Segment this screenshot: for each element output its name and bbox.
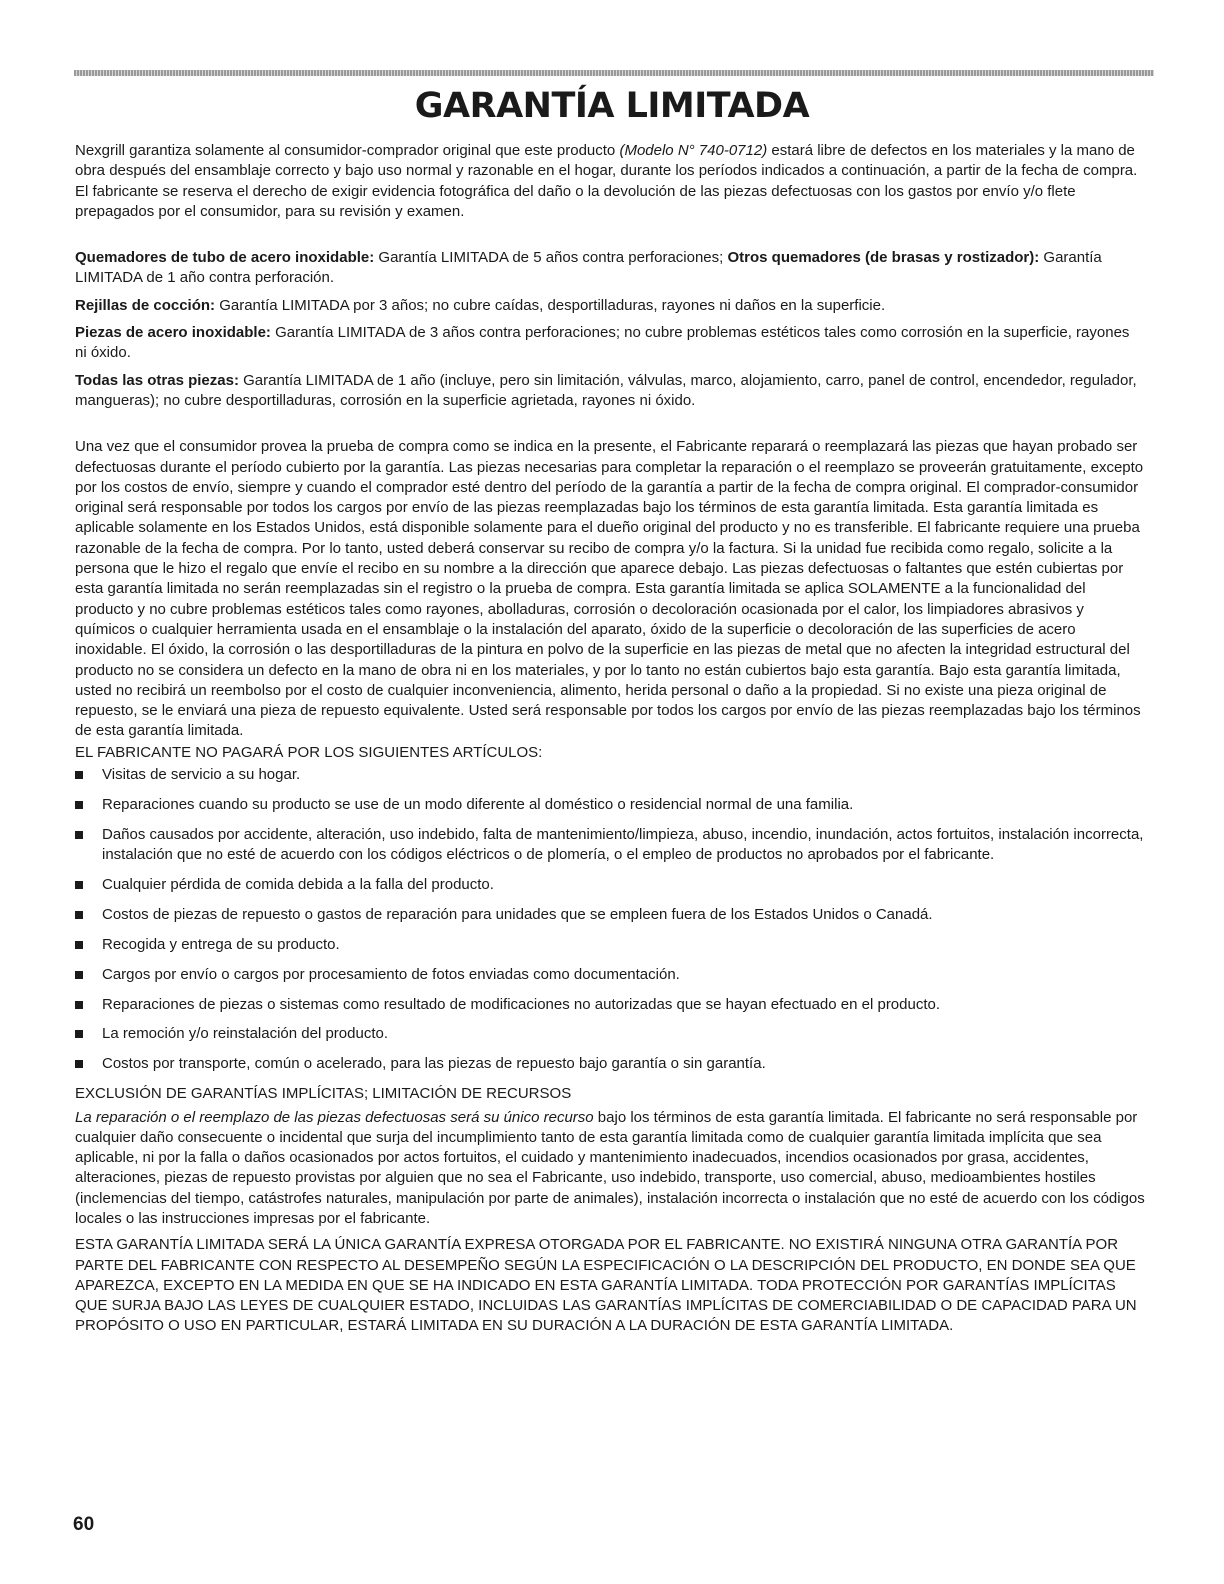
other-parts-label: Todas las otras piezas: [75, 371, 239, 389]
list-item: Cualquier pérdida de comida debida a la falla del producto. [75, 875, 1145, 895]
intro-text-end: estará libre de defectos en los materiales y la mano de obra después del ensamblaje correcto y bajo uso normal y razonable en el hogar, durante los períodos indicados a continuación, a partir de la fecha de compra. El fabricante se reserva el derecho de exigir evidencia fotográfica del daño o la devolución de las piezas defectuosas con los gastos por envío y/o flete prepagados por el consumidor, para su revisión y examen. [75, 142, 1138, 220]
remedy-text: bajo los términos de esta garantía limitada. El fabricante no será responsable por cualquier daño consecuente o incidental que surja del incumplimiento tanto de esta garantía limitada como de cualquier garantía limitada implícita que sea aplicable, ni por la falla o daños ocasionados por actos fortuitos, el cuidado y mantenimiento inadecuados, incendios ocasionados por grasa, accidentes, alteraciones, piezas de repuesto provistas por alguien que no sea el Fabricante, uso indebido, transporte, uso comercial, abuso, medioambientes hostiles (inclemencias del tiempo, catástrofes naturales, manipulación por parte de animales), instalación incorrecta o instalación que no esté de acuerdo con los códigos locales o las instrucciones impresas por el fabricante. [75, 1108, 1145, 1227]
square-bullet-icon [75, 831, 83, 839]
main-paragraph: Una vez que el consumidor provea la prueba de compra como se indica en la presente, el Fabricante reparará o reemplazará las piezas que hayan probado ser defectuosas durante el período cubierto por la garantía. Las piezas necesarias para completar la reparación o el reemplazo se proveerán gratuitamente, excepto por los costos de envío, siempre y cuando el comprador esté dentro del período de la garantía a partir de la fecha de compra original. El comprador-consumidor original será responsable por todos los cargos por envío de las piezas reemplazadas bajo los términos de esta garantía limitada. Esta garantía limitada es aplicable solamente en los Estados Unidos, está disponible solamente para el dueño original del producto y no es transferible. El fabricante requiere una prueba razonable de la fecha de compra. Por lo tanto, usted deberá conservar su recibo de compra y/o la factura. Si la unidad fue recibida como regalo, solicite a la persona que le hizo el regalo que envíe el recibo en su nombre a la dirección que aparece debajo. Las piezas defectuosas o faltantes que estén cubiertas por esta garantía limitada no serán reemplazadas sin el registro o la prueba de compra. Esta garantía limitada se aplica SOLAMENTE a la funcionalidad del producto y no cubre problemas estéticos tales como rayones, abolladuras, corrosión o decoloración ocasionada por el calor, los limpiadores abrasivos y químicos o cualquier herramienta usada en el ensamblaje o la instalación del aparato, óxido de la superficie o decoloración de las superficies de acero inoxidable. El óxido, la corrosión o las desportilladuras de la pintura en polvo de la superficie en las piezas de metal que no afecten la integridad estructural del producto no se considera un defecto en la mano de obra ni en los materiales, y por lo tanto no están cubiertos bajo esta garantía. Bajo esta garantía limitada, usted no recibirá un reembolso por el costo de cualquier inconveniencia, alimento, herida personal o daño a la propiedad. Si no existe una pieza original de repuesto, se le enviará una pieza de repuesto equivalente. Usted será responsable por todos los cargos por envío de las piezas reemplazadas bajo los términos de esta garantía limitada. [75, 438, 1144, 740]
square-bullet-icon [75, 1001, 83, 1009]
page-title: GARANTÍA LIMITADA [414, 86, 810, 126]
warranty-body [75, 141, 1145, 1337]
page-number: 60 [73, 1514, 95, 1535]
list-item: Reparaciones de piezas o sistemas como resultado de modificaciones no autorizadas que se hayan efectuado en el producto. [75, 995, 1145, 1015]
burners-text: Garantía LIMITADA de 5 años contra perforaciones; [374, 249, 728, 267]
not-pay-heading: EL FABRICANTE NO PAGARÁ POR LOS SIGUIENTES ARTÍCULOS: [75, 743, 543, 761]
remedy-italic: La reparación o el reemplazo de las piezas defectuosas será su único recurso [75, 1108, 594, 1126]
list-item: Recogida y entrega de su producto. [75, 935, 1145, 955]
list-item: Cargos por envío o cargos por procesamiento de fotos enviadas como documentación. [75, 965, 1145, 985]
square-bullet-icon [75, 771, 83, 779]
coverage-other-parts [75, 371, 1145, 412]
grates-label: Rejillas de cocción: [75, 296, 216, 314]
list-item: La remoción y/o reinstalación del producto. [75, 1024, 1145, 1044]
coverage-stainless-parts [75, 323, 1145, 364]
list-item: Visitas de servicio a su hogar. [75, 765, 1145, 785]
intro-text-start: Nexgrill garantiza solamente al consumidor-comprador original que este producto [75, 142, 620, 159]
square-bullet-icon [75, 801, 83, 809]
exclusions-list [75, 765, 1145, 1075]
square-bullet-icon [75, 941, 83, 949]
square-bullet-icon [75, 911, 83, 919]
remedy-paragraph [75, 1108, 1145, 1230]
exclusion-heading: EXCLUSIÓN DE GARANTÍAS IMPLÍCITAS; LIMITACIÓN DE RECURSOS [75, 1085, 572, 1103]
intro-paragraph [75, 141, 1145, 222]
other-burners-text: Garantía LIMITADA de 1 año contra perforación. [75, 249, 1102, 287]
final-disclaimer: ESTA GARANTÍA LIMITADA SERÁ LA ÚNICA GARANTÍA EXPRESA OTORGADA POR EL FABRICANTE. NO EXISTIRÁ NINGUNA OTRA GARANTÍA POR PARTE DEL FABRICANTE CON RESPECTO AL DESEMPEÑO SEGÚN LA ESPECIFICACIÓN O LA DESCRIPCIÓN DEL PRODUCTO, EN DONDE SEA QUE APAREZCA, EXCEPTO EN LA MEDIDA EN QUE SE HA INDICADO EN ESTA GARANTÍA LIMITADA. TODA PROTECCIÓN POR GARANTÍAS IMPLÍCITAS QUE SURJA BAJO LAS LEYES DE CUALQUIER ESTADO, INCLUIDAS LAS GARANTÍAS IMPLÍCITAS DE COMERCIABILIDAD O DE CAPACIDAD PARA UN PROPÓSITO O USO EN PARTICULAR, ESTARÁ LIMITADA EN SU DURACIÓN A LA DURACIÓN DE ESTA GARANTÍA LIMITADA. [75, 1236, 1137, 1335]
list-item: Costos por transporte, común o acelerado, para las piezas de repuesto bajo garantía o sin garantía. [75, 1054, 1145, 1074]
header-rule [74, 70, 1154, 76]
other-parts-text: Garantía LIMITADA de 1 año (incluye, pero sin limitación, válvulas, marco, alojamiento, carro, panel de control, encendedor, regulador, mangueras); no cubre desportilladuras, corrosión en la superficie agrietada, rayones ni óxido. [75, 371, 1137, 409]
coverage-burners [75, 248, 1145, 289]
steel-text: Garantía LIMITADA de 3 años contra perforaciones; no cubre problemas estéticos tales como corrosión en la superficie, rayones ni óxido. [75, 324, 1130, 362]
list-item: Reparaciones cuando su producto se use de un modo diferente al doméstico o residencial normal de una familia. [75, 795, 1145, 815]
square-bullet-icon [75, 881, 83, 889]
coverage-grates [75, 296, 1145, 316]
steel-label: Piezas de acero inoxidable: [75, 324, 271, 342]
square-bullet-icon [75, 1060, 83, 1068]
other-burners-label: Otros quemadores (de brasas y rostizador): [727, 249, 1040, 267]
list-item: Daños causados por accidente, alteración, uso indebido, falta de mantenimiento/limpieza, abuso, incendio, inundación, actos fortuitos, instalación incorrecta, instalación que no esté de acuerdo con los códigos eléctricos o de plomería, o el empleo de productos no aprobados por el fabricante. [75, 825, 1145, 866]
square-bullet-icon [75, 971, 83, 979]
square-bullet-icon [75, 1030, 83, 1038]
burners-label: Quemadores de tubo de acero inoxidable: [75, 249, 375, 267]
model-number: (Modelo N° 740-0712) [619, 142, 768, 159]
list-item: Costos de piezas de repuesto o gastos de reparación para unidades que se empleen fuera de los Estados Unidos o Canadá. [75, 905, 1145, 925]
grates-text: Garantía LIMITADA por 3 años; no cubre caídas, desportilladuras, rayones ni daños en la superficie. [215, 296, 886, 314]
